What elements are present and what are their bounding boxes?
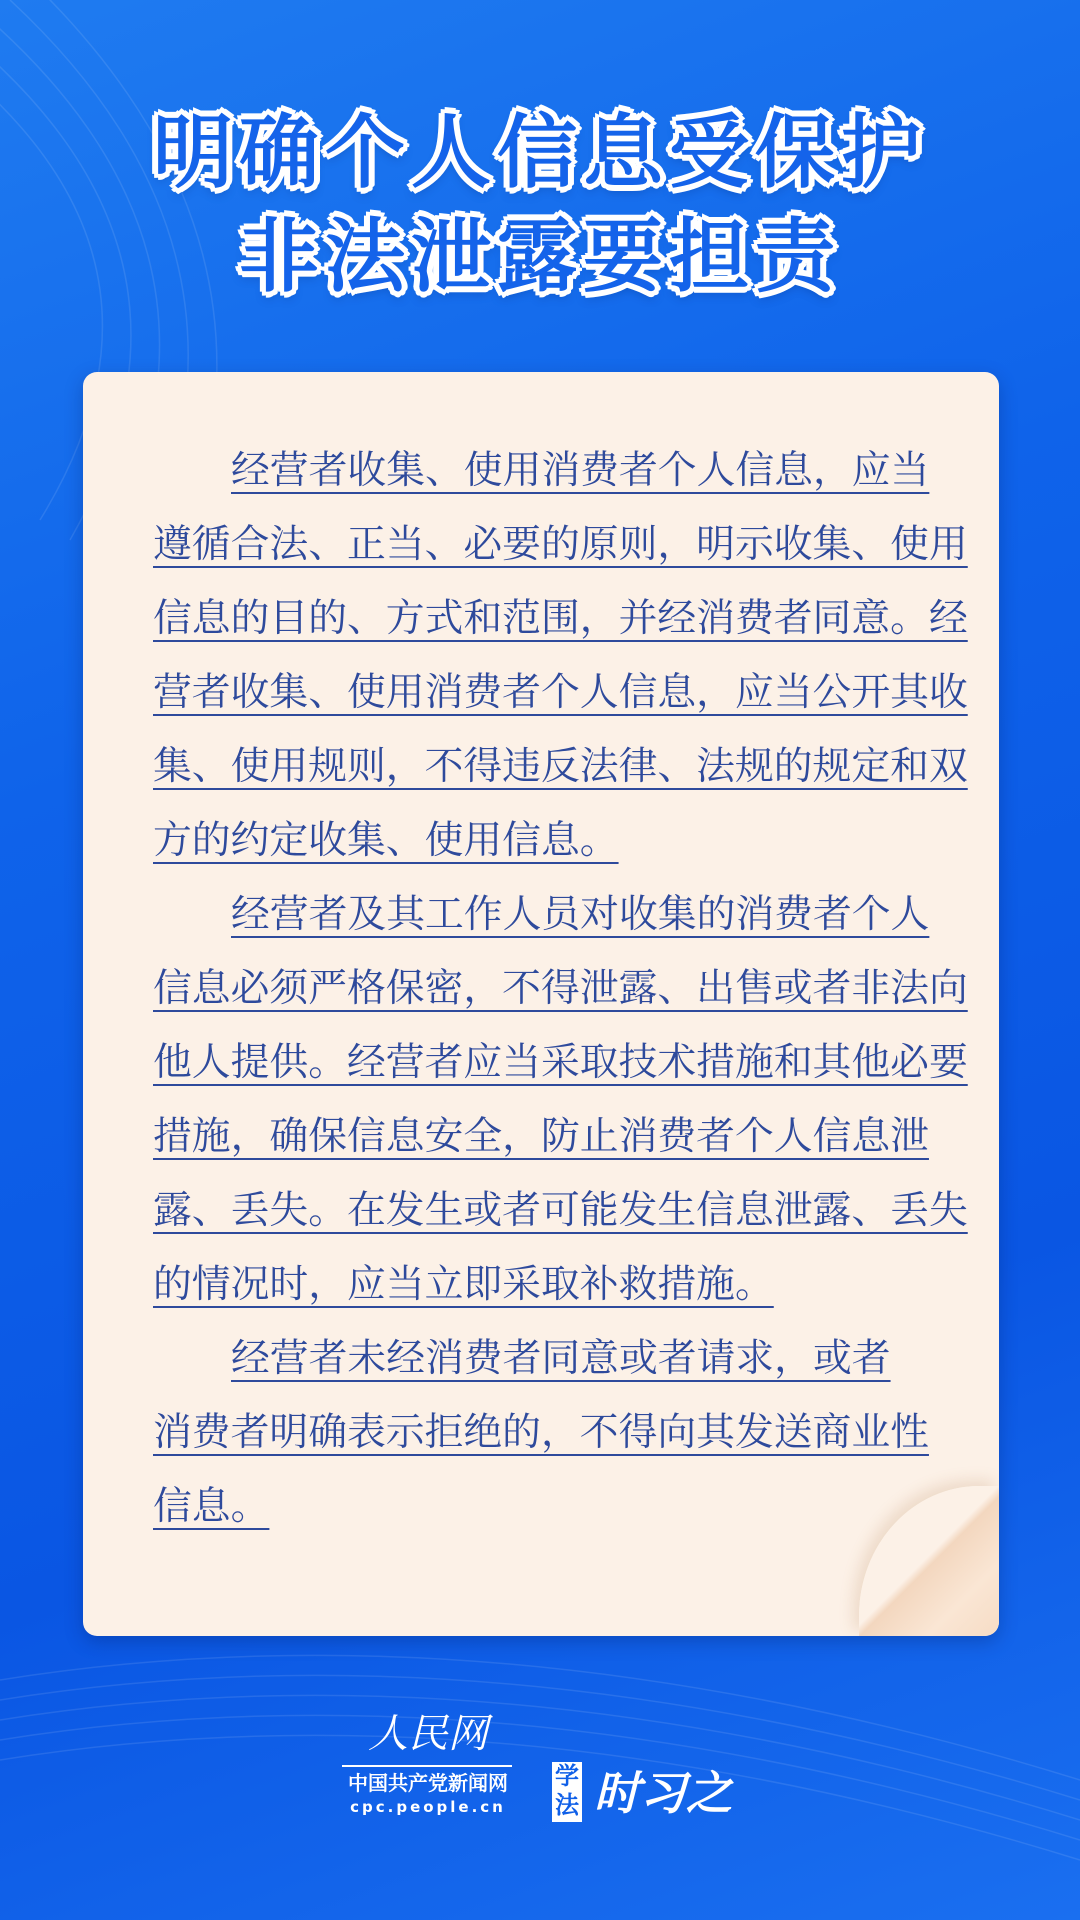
card-body <box>153 434 968 1544</box>
paragraph-3 <box>153 1322 933 1544</box>
text-line: 露、丢失。在发生或者可能发生信息泄露、丢失 <box>153 1188 968 1233</box>
paragraph-1 <box>153 434 968 878</box>
text-line: 信息。 <box>153 1484 270 1529</box>
text-line: 遵循合法、正当、必要的原则，明示收集、使用 <box>153 522 968 567</box>
text-line: 经营者及其工作人员对收集的消费者个人 <box>231 892 930 937</box>
text-line: 的情况时，应当立即采取补救措施。 <box>153 1262 774 1307</box>
text-line: 经营者未经消费者同意或者请求，或者 <box>231 1336 891 1381</box>
study-law-badge: 学法 <box>552 1762 582 1822</box>
cpc-news-url: cpc.people.cn <box>350 1798 506 1816</box>
text-line: 信息的目的、方式和范围，并经消费者同意。经 <box>153 596 968 641</box>
text-line: 营者收集、使用消费者个人信息，应当公开其收 <box>153 670 968 715</box>
paragraph-2 <box>153 878 968 1322</box>
text-line: 措施，确保信息安全，防止消费者个人信息泄 <box>153 1114 929 1159</box>
text-line: 经营者收集、使用消费者个人信息，应当 <box>231 448 930 493</box>
cpc-news-name: 中国共产党新闻网 <box>348 1771 508 1795</box>
text-line: 信息必须严格保密，不得泄露、出售或者非法向 <box>153 966 968 1011</box>
text-line: 方的约定收集、使用信息。 <box>153 818 619 863</box>
headline-line-1: 明确个人信息受保护 <box>153 106 927 199</box>
text-line: 他人提供。经营者应当采取技术措施和其他必要 <box>153 1040 968 1085</box>
text-card <box>83 372 999 1636</box>
series-logo: 时习之 <box>594 1766 732 1820</box>
logo-divider <box>342 1765 512 1767</box>
headline-line-2: 非法泄露要担责 <box>239 210 841 303</box>
text-line: 集、使用规则，不得违反法律、法规的规定和双 <box>153 744 968 789</box>
text-line: 消费者明确表示拒绝的，不得向其发送商业性 <box>153 1410 929 1455</box>
people-daily-logo: 人民网 <box>368 1711 488 1757</box>
